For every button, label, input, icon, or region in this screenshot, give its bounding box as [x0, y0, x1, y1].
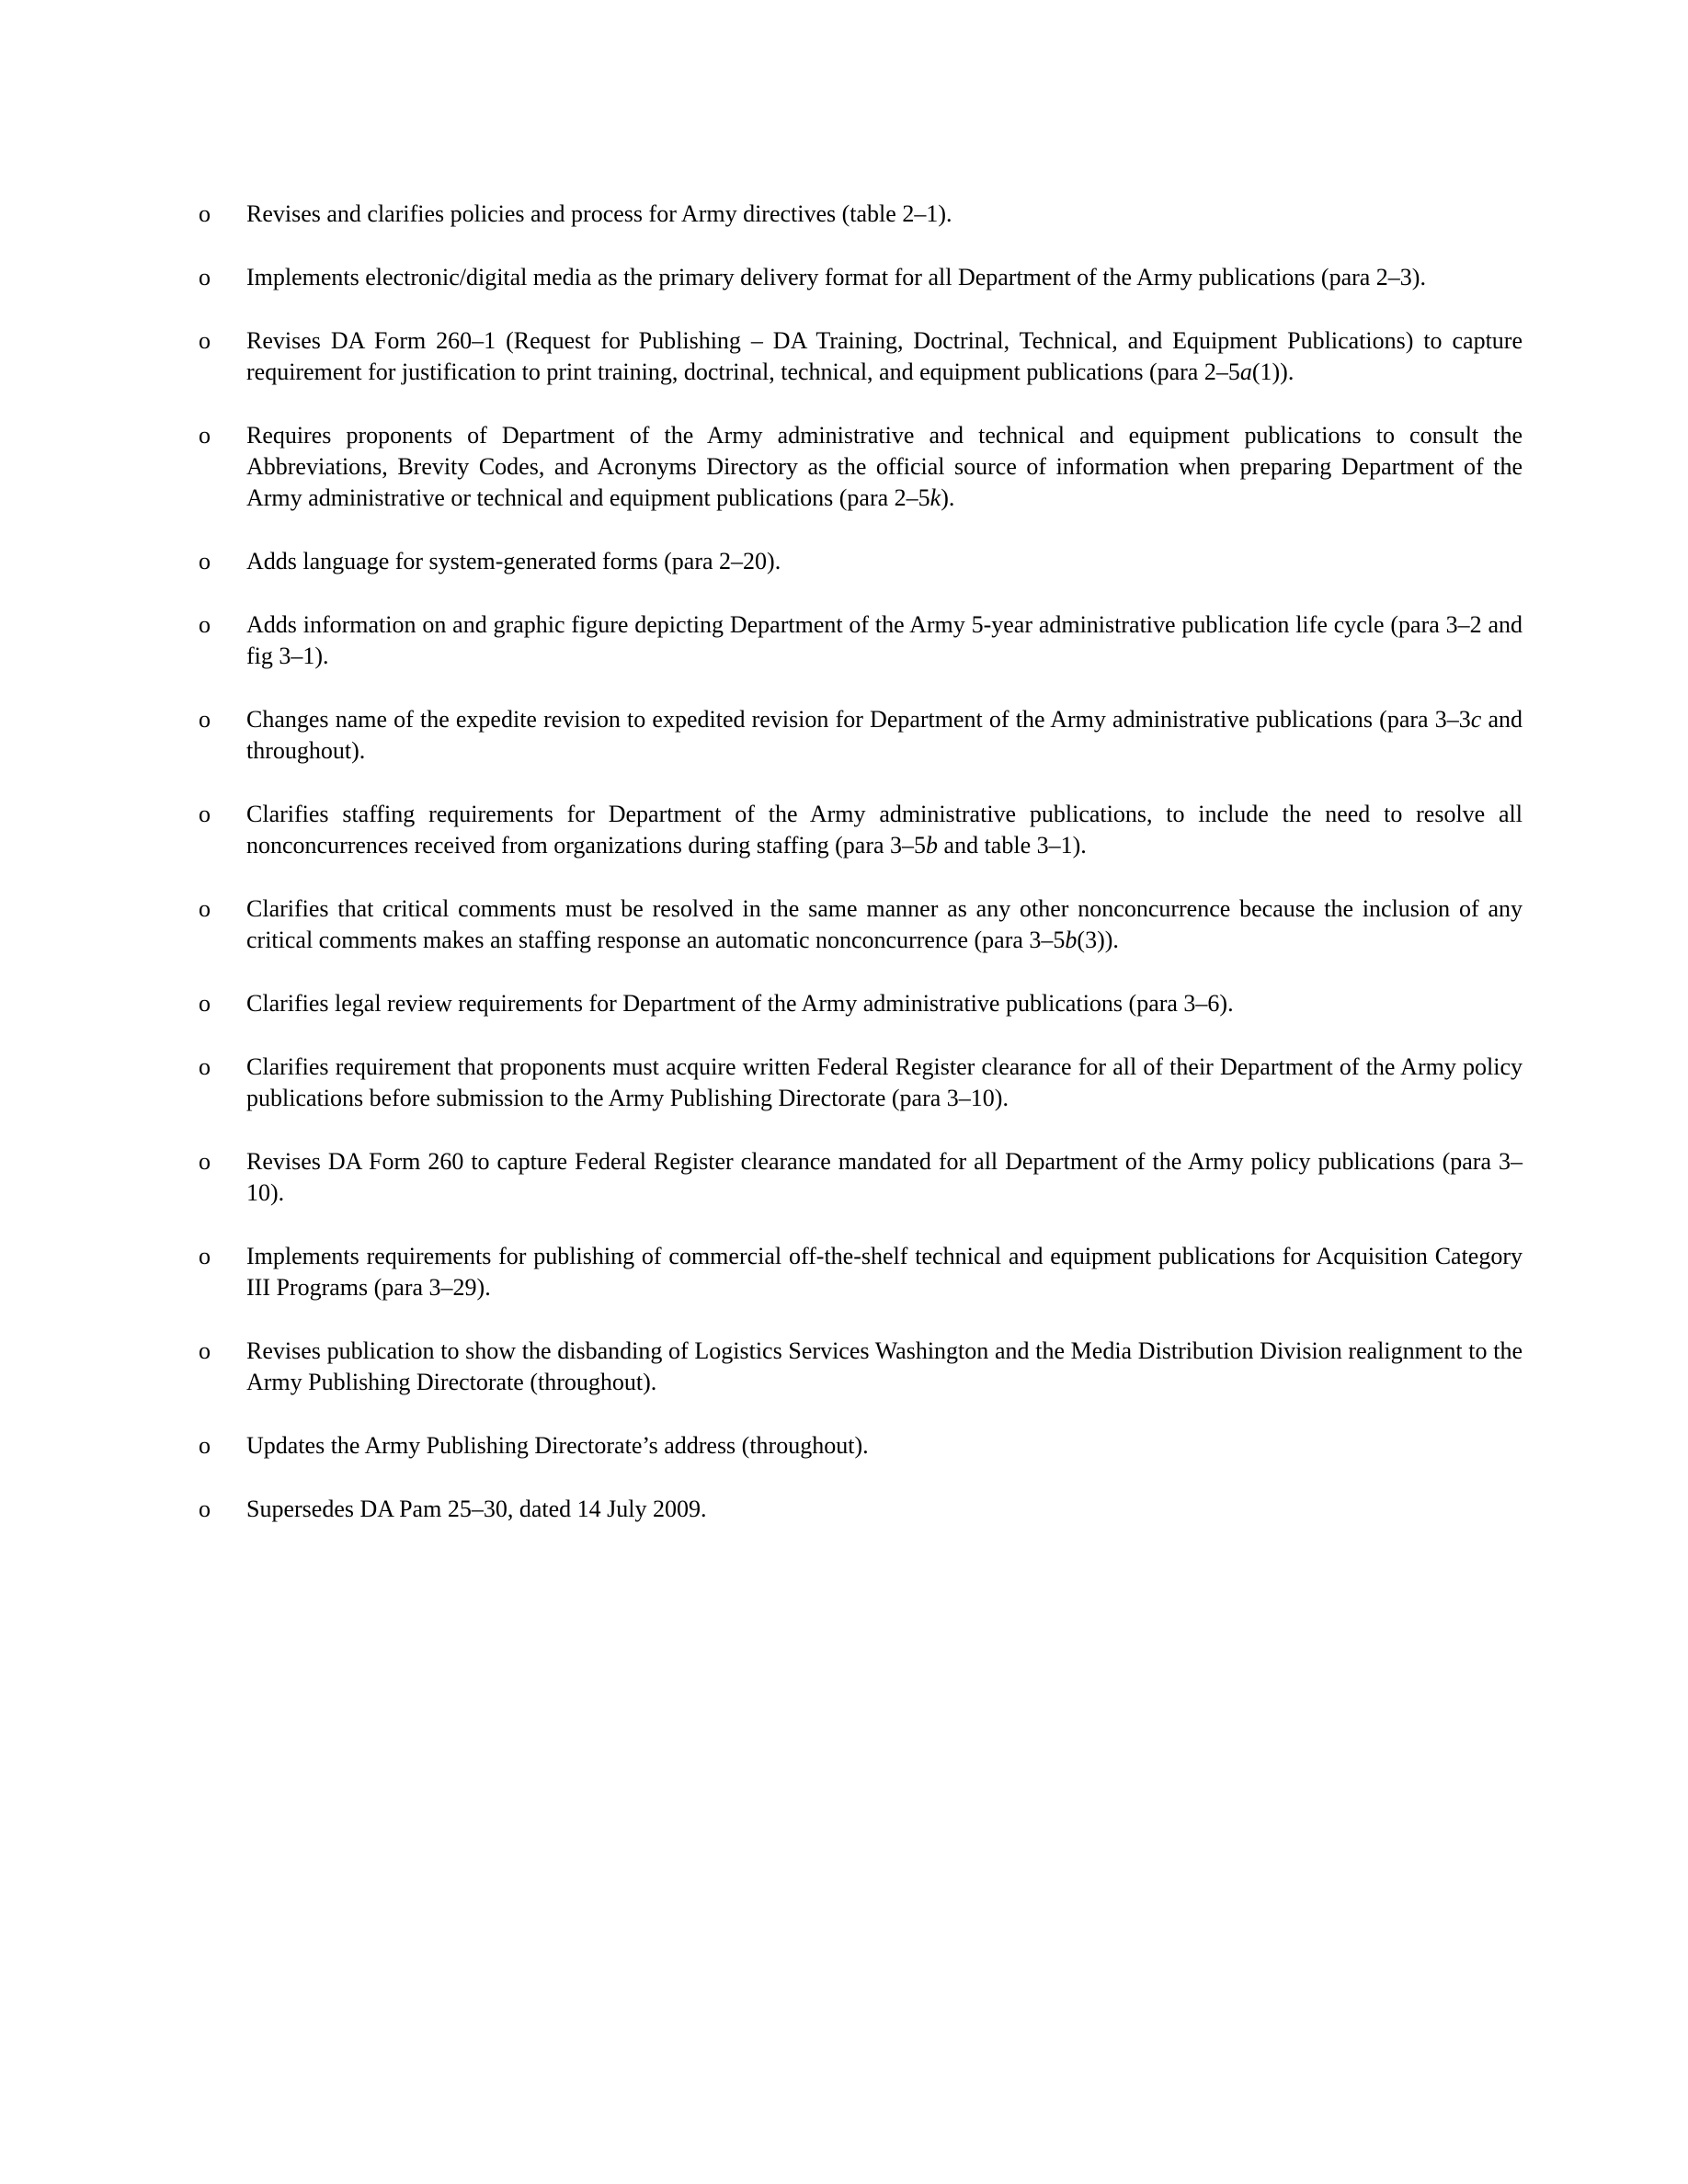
list-item-text: Adds information on and graphic figure depicting Department of the Army 5-year administrative publication life cycle (para 3–2 and fig 3–1).	[246, 611, 1523, 669]
list-item	[199, 988, 1523, 1019]
list-item-text: Clarifies legal review requirements for Department of the Army administrative publications (para 3–6).	[246, 990, 1234, 1017]
bullet-marker: o	[199, 1337, 211, 1364]
list-item	[199, 1336, 1523, 1398]
bullet-marker: o	[199, 990, 211, 1017]
list-item	[199, 420, 1523, 514]
list-item	[199, 325, 1523, 388]
list-item	[199, 1146, 1523, 1209]
list-item-text: Clarifies requirement that proponents must acquire written Federal Register clearance for all of their Department of the Army policy publications before submission to the Army Publishing Directorate (para 3–10).	[246, 1053, 1523, 1111]
bullet-marker: o	[199, 327, 211, 354]
list-item-text: Revises DA Form 260–1 (Request for Publishing – DA Training, Doctrinal, Technical, and Equipment Publications) to capture requirement for justification to print training, doctrinal, technical, and equipment publications (para 2–5a(1)).	[246, 327, 1523, 385]
list-item-text: Adds language for system-generated forms (para 2–20).	[246, 548, 781, 574]
list-item-text: Revises DA Form 260 to capture Federal Register clearance mandated for all Department of the Army policy publications (para 3–10).	[246, 1148, 1523, 1206]
list-item	[199, 799, 1523, 861]
list-item-text: Implements requirements for publishing of commercial off-the-shelf technical and equipment publications for Acquisition Category III Programs (para 3–29).	[246, 1243, 1523, 1301]
list-item	[199, 546, 1523, 577]
list-item	[199, 1494, 1523, 1525]
list-item-text: Changes name of the expedite revision to expedited revision for Department of the Army administrative publications (para 3–3c and throughout).	[246, 706, 1523, 764]
bullet-marker: o	[199, 1496, 211, 1522]
list-item	[199, 199, 1523, 230]
list-item	[199, 262, 1523, 293]
bullet-marker: o	[199, 1053, 211, 1080]
list-item-text: Clarifies staffing requirements for Department of the Army administrative publications, to include the need to resolve all nonconcurrences received from organizations during staffing (para 3–5b and table 3–1).	[246, 801, 1523, 859]
list-item-text: Supersedes DA Pam 25–30, dated 14 July 2009.	[246, 1496, 707, 1522]
list-item	[199, 1430, 1523, 1462]
bullet-marker: o	[199, 611, 211, 638]
list-item	[199, 893, 1523, 956]
bullet-marker: o	[199, 895, 211, 922]
bullet-marker: o	[199, 706, 211, 733]
bullet-marker: o	[199, 1148, 211, 1175]
list-item-text: Clarifies that critical comments must be resolved in the same manner as any other nonconcurrence because the inclusion of any critical comments makes an staffing response an automatic nonconcurrence (para 3–5b(3)).	[246, 895, 1523, 953]
list-item-text: Revises and clarifies policies and process for Army directives (table 2–1).	[246, 200, 952, 227]
summary-of-change-list	[199, 199, 1523, 1557]
bullet-marker: o	[199, 1243, 211, 1269]
bullet-marker: o	[199, 422, 211, 449]
list-item	[199, 609, 1523, 672]
list-item	[199, 704, 1523, 767]
list-item-text: Revises publication to show the disbanding of Logistics Services Washington and the Media Distribution Division realignment to the Army Publishing Directorate (throughout).	[246, 1337, 1523, 1395]
list-item-text: Requires proponents of Department of the Army administrative and technical and equipment publications to consult the Abbreviations, Brevity Codes, and Acronyms Directory as the official source of information when preparing Department of the Army administrative or technical and equipment publications (para 2–5k).	[246, 422, 1523, 511]
list-item	[199, 1241, 1523, 1303]
bullet-marker: o	[199, 1432, 211, 1459]
list-item	[199, 1052, 1523, 1114]
list-item-text: Updates the Army Publishing Directorate’s address (throughout).	[246, 1432, 869, 1459]
bullet-marker: o	[199, 801, 211, 827]
list-item-text: Implements electronic/digital media as the primary delivery format for all Department of the Army publications (para 2–3).	[246, 264, 1426, 290]
bullet-marker: o	[199, 264, 211, 290]
bullet-marker: o	[199, 548, 211, 574]
bullet-marker: o	[199, 200, 211, 227]
